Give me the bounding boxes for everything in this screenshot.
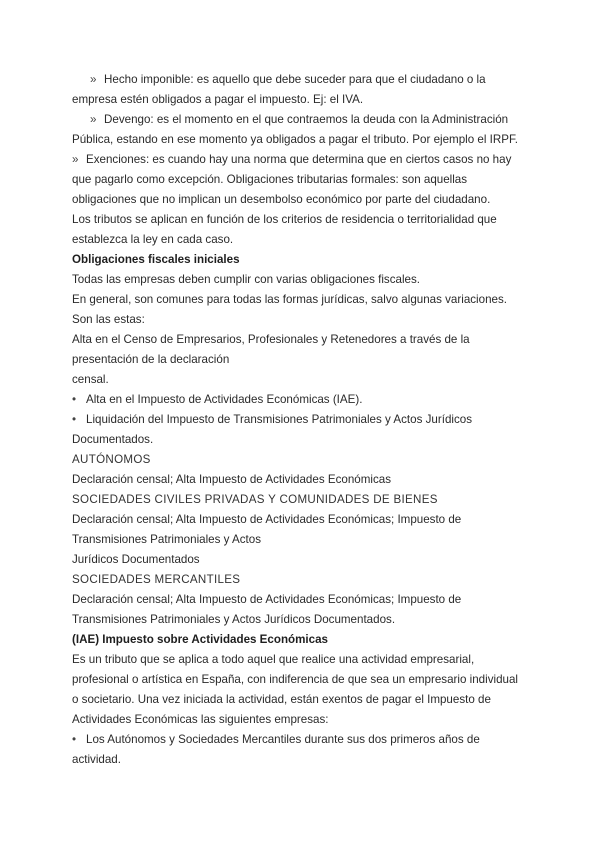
paragraph-text: obligaciones que no implican un desembolso económico por parte del ciudadano. bbox=[72, 193, 491, 206]
arrow-marker-icon: » bbox=[72, 153, 79, 166]
paragraph-text: Transmisiones Patrimoniales y Actos bbox=[72, 533, 262, 546]
paragraph-text: Todas las empresas deben cumplir con varias obligaciones fiscales. bbox=[72, 273, 420, 286]
paragraph-text: Hecho imponible: es aquello que debe suceder para que el ciudadano o la bbox=[104, 73, 486, 86]
section-heading: Obligaciones fiscales iniciales bbox=[72, 253, 240, 266]
section-heading: (IAE) Impuesto sobre Actividades Económicas bbox=[72, 633, 328, 646]
arrow-marker-icon: » bbox=[90, 73, 97, 86]
paragraph-text: empresa estén obligados a pagar el impuesto. Ej: el IVA. bbox=[72, 93, 364, 106]
subheading-sociedades-civiles: SOCIEDADES CIVILES PRIVADAS Y COMUNIDADES DE BIENES bbox=[72, 493, 438, 506]
paragraph-text: Exenciones: es cuando hay una norma que determina que en ciertos casos no hay bbox=[86, 153, 512, 166]
paragraph-text: actividad. bbox=[72, 753, 121, 766]
paragraph-text: censal. bbox=[72, 373, 109, 386]
paragraph-text: Documentados. bbox=[72, 433, 154, 446]
paragraph-text: Los tributos se aplican en función de los criterios de residencia o territorialidad que bbox=[72, 213, 497, 226]
list-item-devengo bbox=[72, 110, 532, 130]
document-page bbox=[72, 70, 532, 770]
paragraph-text: Liquidación del Impuesto de Transmisiones Patrimoniales y Actos Jurídicos bbox=[86, 413, 473, 426]
paragraph-text: o societario. Una vez iniciada la actividad, están exentos de pagar el Impuesto de bbox=[72, 693, 491, 706]
paragraph-text: Pública, estando en ese momento ya obligados a pagar el tributo. Por ejemplo el IRPF. bbox=[72, 133, 518, 146]
paragraph-text: profesional o artística en España, con indiferencia de que sea un empresario individual bbox=[72, 673, 518, 686]
list-item-hecho-imponible bbox=[72, 70, 532, 90]
paragraph-text: establezca la ley en cada caso. bbox=[72, 233, 234, 246]
bullet-item-exentos bbox=[72, 730, 532, 750]
bullet-item-alta-iae bbox=[72, 390, 532, 410]
paragraph-text: Declaración censal; Alta Impuesto de Actividades Económicas bbox=[72, 473, 391, 486]
arrow-marker-icon: » bbox=[90, 113, 97, 126]
subheading-autonomos: AUTÓNOMOS bbox=[72, 453, 151, 466]
paragraph-text: Alta en el Impuesto de Actividades Económicas (IAE). bbox=[86, 393, 363, 406]
paragraph-text: Los Autónomos y Sociedades Mercantiles durante sus dos primeros años de bbox=[86, 733, 480, 746]
list-item-exenciones bbox=[72, 150, 532, 170]
bullet-icon: • bbox=[72, 413, 77, 426]
paragraph-text: Actividades Económicas las siguientes empresas: bbox=[72, 713, 329, 726]
paragraph-text: Declaración censal; Alta Impuesto de Actividades Económicas; Impuesto de bbox=[72, 513, 462, 526]
bullet-icon: • bbox=[72, 393, 77, 406]
paragraph-text: Son las estas: bbox=[72, 313, 145, 326]
paragraph-text: Alta en el Censo de Empresarios, Profesionales y Retenedores a través de la bbox=[72, 333, 470, 346]
paragraph-text: Jurídicos Documentados bbox=[72, 553, 200, 566]
bullet-item-liquidacion bbox=[72, 410, 532, 430]
paragraph-text: En general, son comunes para todas las formas jurídicas, salvo algunas variaciones. bbox=[72, 293, 507, 306]
subheading-sociedades-mercantiles: SOCIEDADES MERCANTILES bbox=[72, 573, 241, 586]
paragraph-text: presentación de la declaración bbox=[72, 353, 230, 366]
paragraph-text: Declaración censal; Alta Impuesto de Actividades Económicas; Impuesto de bbox=[72, 593, 462, 606]
paragraph-text: Devengo: es el momento en el que contraemos la deuda con la Administración bbox=[104, 113, 509, 126]
paragraph-text: que pagarlo como excepción. Obligaciones tributarias formales: son aquellas bbox=[72, 173, 468, 186]
bullet-icon: • bbox=[72, 733, 77, 746]
paragraph-text: Transmisiones Patrimoniales y Actos Jurídicos Documentados. bbox=[72, 613, 396, 626]
paragraph-text: Es un tributo que se aplica a todo aquel que realice una actividad empresarial, bbox=[72, 653, 475, 666]
